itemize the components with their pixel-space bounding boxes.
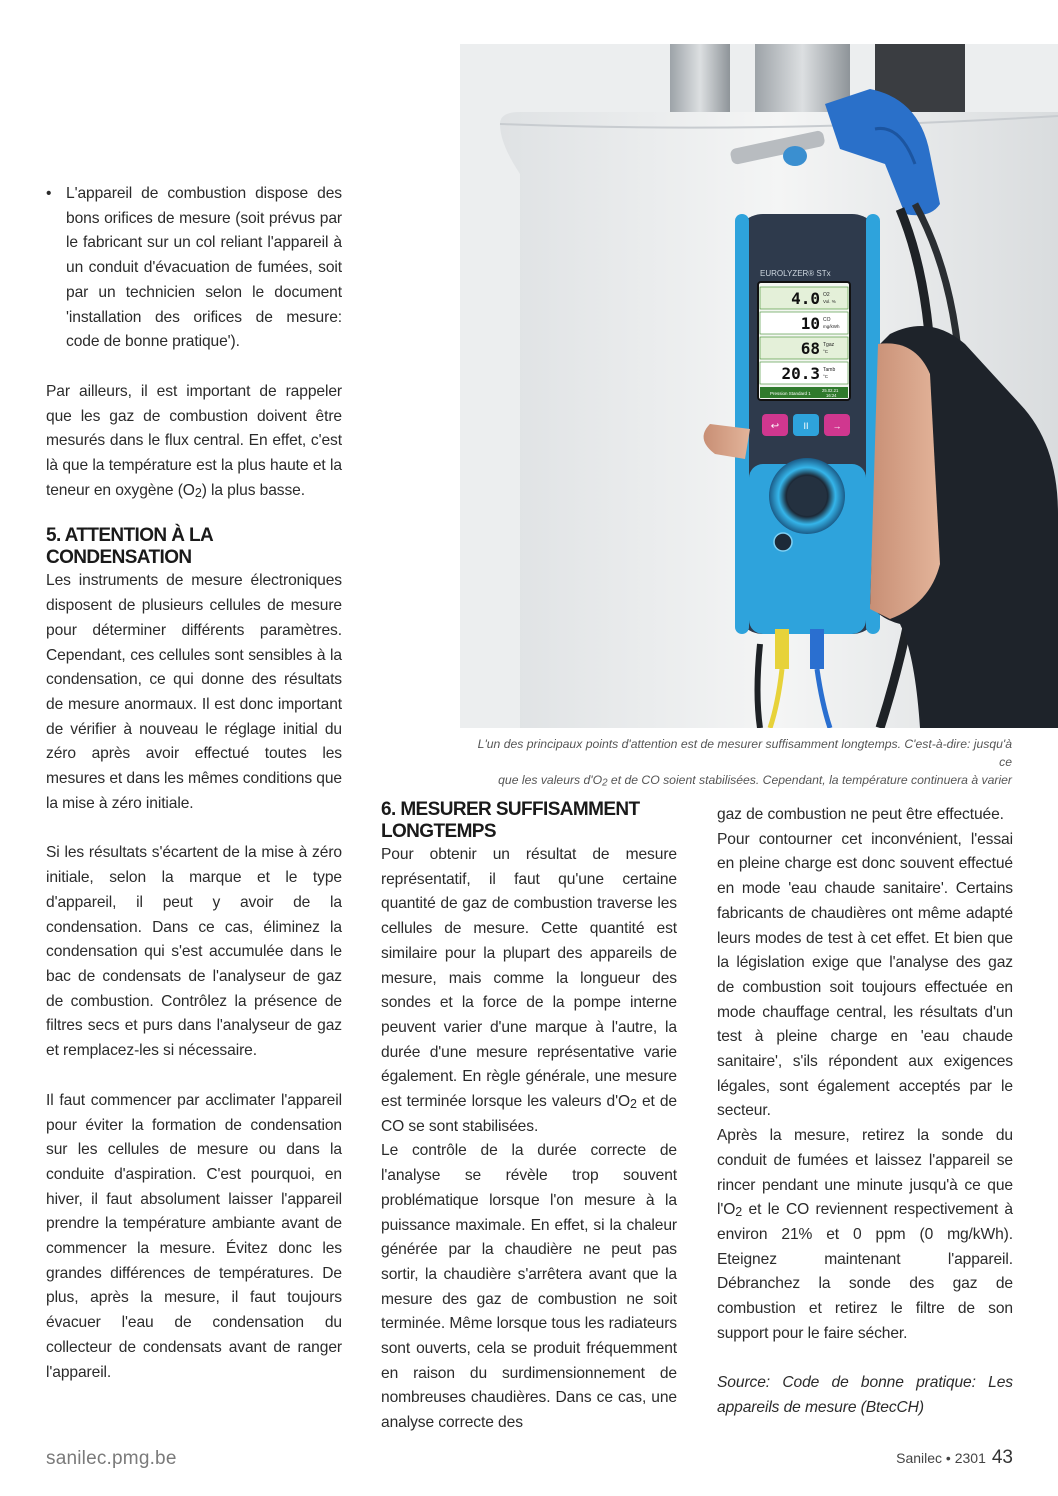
paragraph-text: et le CO reviennent respectivement à environ 21% et 0 ppm (0 mg/kWh). Eteignez maintenant l'appareil. Débranchez la sonde des gaz de combustion et retirez le filtre de son support pour le faire sécher.: [717, 1201, 1013, 1342]
paragraph: [717, 1124, 1013, 1346]
paragraph: [46, 380, 342, 504]
photo-caption: [462, 735, 1012, 789]
paragraph-text: ) la plus basse.: [201, 481, 305, 499]
paragraph: Les instruments de mesure électroniques disposent de plusieurs cellules de mesure pour déterminer différents paramètres. Cependant, ces cellules sont sensibles à la condensation, ce qui donne des résultats de mesure anormaux. Il est donc important de vérifier à nouveau le réglage initial du zéro après avoir effectué toutes les mesures et dans les mêmes conditions que la mise à zéro initiale.: [46, 572, 342, 812]
reading-unit: °C: [823, 349, 829, 354]
footer-website: sanilec.pmg.be: [46, 1448, 177, 1469]
page-number: 43: [991, 1447, 1013, 1468]
reading-label: CO: [823, 317, 831, 323]
paragraph-text: Après la mesure, retirez la sonde du conduit de fumées et laissez l'appareil se rincer pendant une minute jusqu'à ce que l'O: [717, 1127, 1013, 1219]
reading-unit: mg/kWh: [823, 324, 840, 329]
analyzer-illustration: [460, 44, 1058, 728]
caption-line: [462, 771, 1012, 789]
right-column: [717, 803, 1013, 1421]
bullet-dot: •: [46, 185, 52, 202]
subscript: 2: [735, 1205, 743, 1220]
paragraph-text: et de CO se sont stabilisées.: [381, 1093, 677, 1135]
bullet-item: [46, 182, 342, 355]
caption-text: que les valeurs d'O: [498, 773, 603, 787]
reading-unit: Vol. %: [823, 299, 836, 304]
reading-value: 68: [800, 339, 820, 358]
reading-label: Tgaz: [823, 342, 835, 348]
reading-value: 10: [800, 314, 820, 333]
status-date: 25.02.21: [822, 388, 839, 393]
connector-blue: [810, 629, 824, 669]
paragraph: Si les résultats s'écartent de la mise à zéro initiale, selon la marque et le type d'appareil, il peut y avoir de la condensation. Dans ce cas, éliminez la condensation qui s'est accumulée dans le bac de condensats de l'analyseur de gaz de combustion. Contrôlez la présence de filtres secs et purs dans l'analyseur de gaz et remplacez-les si nécessaire.: [46, 844, 342, 1060]
paragraph: Le contrôle de la durée correcte de l'analyse se révèle trop souvent problématique lorsque l'on mesure à la puissance maximale. En effet, si la chaleur générée par la chaudière ne peut pas sortir, la chaudière s'arrêtera avant que la mesure des gaz de combustion ne soit terminée. Même lorsque tous les radiateurs sont ouverts, cela se produit fréquemment en raison du surdimensionnement de nombreuses chaudières. Dans ce cas, une analyse correcte des: [381, 1142, 677, 1432]
caption-text: et de CO soient stabilisées. Cependant, la température continuera à varier: [607, 773, 1012, 787]
reading-unit: °C: [823, 374, 829, 379]
left-column: [46, 182, 342, 1385]
footer-issue: [896, 1447, 1013, 1469]
svg-text:II: II: [803, 421, 809, 431]
svg-text:→: →: [832, 421, 842, 431]
paragraph: gaz de combustion ne peut être effectuée.: [717, 806, 1004, 823]
subscript: 2: [630, 1096, 637, 1111]
paragraph: Il faut commencer par acclimater l'appareil pour éviter la formation de condensation sur les cellules de mesure ou dans la conduite d'aspiration. C'est pourquoi, en hiver, il faut absolument laisser l'appareil prendre la température ambiante avant de commencer la mesure. Évitez donc les grandes différences de températures. De plus, après la mesure, il faut toujours évacuer l'eau de condensation du collecteur de condensats avant de ranger l'appareil.: [46, 1091, 342, 1381]
reading-value: 4.0: [791, 289, 820, 308]
reading-label: O2: [823, 292, 830, 298]
paragraph-text: Pour obtenir un résultat de mesure représentatif, il faut qu'une certaine quantité de gaz de combustion traverse les cellules de mesure. Cette quantité est similaire pour la plupart des appareils de mesure, mais comme la longueur des sondes et la force de la pompe interne peuvent varier d'une marque à l'autre, la durée d'une mesure représentative varie également. En règle générale, une mesure est terminée lorsque les valeurs d'O: [381, 846, 677, 1111]
power-icon: [774, 533, 792, 551]
subscript: 2: [194, 485, 202, 500]
product-photo: [460, 44, 1058, 728]
middle-column: [381, 799, 677, 1436]
connector-yellow: [775, 629, 789, 669]
paragraph-text: Par ailleurs, il est important de rappeler que les gaz de combustion doivent être mesurés dans le flux central. En effet, c'est là que la température est la plus haute et la teneur en oxygène (O: [46, 382, 342, 499]
status-text: Pression Standard 1: [770, 391, 811, 396]
status-time: 16:24: [826, 393, 837, 398]
svg-text:↩: ↩: [770, 421, 780, 432]
issue-label: Sanilec • 2301: [896, 1450, 986, 1466]
paragraph: Pour contourner cet inconvénient, l'essai en pleine charge est donc souvent effectué en mode 'eau chaude sanitaire'. Certains fabricants de chaudières ont même adapté leurs modes de test à cet effet. Et bien que la législation exige que l'analyse des gaz de combustion soit toujours effectuée en mode chauffage central, les résultats d'un test à pleine charge en 'eau chaude sanitaire', s'ils répondent aux exigences légales, sont également acceptés par le secteur.: [717, 830, 1013, 1120]
source-citation: Source: Code de bonne pratique: Les appareils de mesure (BtecCH): [717, 1374, 1013, 1417]
reading-value: 20.3: [781, 364, 820, 383]
section-heading-5: 5. ATTENTION À LA CONDENSATION: [46, 525, 213, 569]
paragraph: [381, 843, 677, 1139]
caption-line: L'un des principaux points d'attention est de mesurer suffisamment longtemps. C'est-à-dire: jusqu'à ce: [477, 737, 1012, 769]
subscript: 2: [602, 777, 608, 789]
section-heading-6: 6. MESURER SUFFISAMMENT LONGTEMPS: [381, 799, 640, 842]
hand: [870, 343, 940, 619]
bullet-text: L'appareil de combustion dispose des bons orifices de mesure (soit prévus par le fabricant sur un col reliant l'appareil à un conduit d'évacuation de fumées, soit par un technicien selon le document 'installation des orifices de mesure: code de bonne pratique').: [66, 185, 342, 351]
brand-label: EUROLYZER® STx: [760, 269, 831, 278]
reading-label: Tamb: [823, 367, 836, 373]
probe-cone: [783, 146, 807, 166]
